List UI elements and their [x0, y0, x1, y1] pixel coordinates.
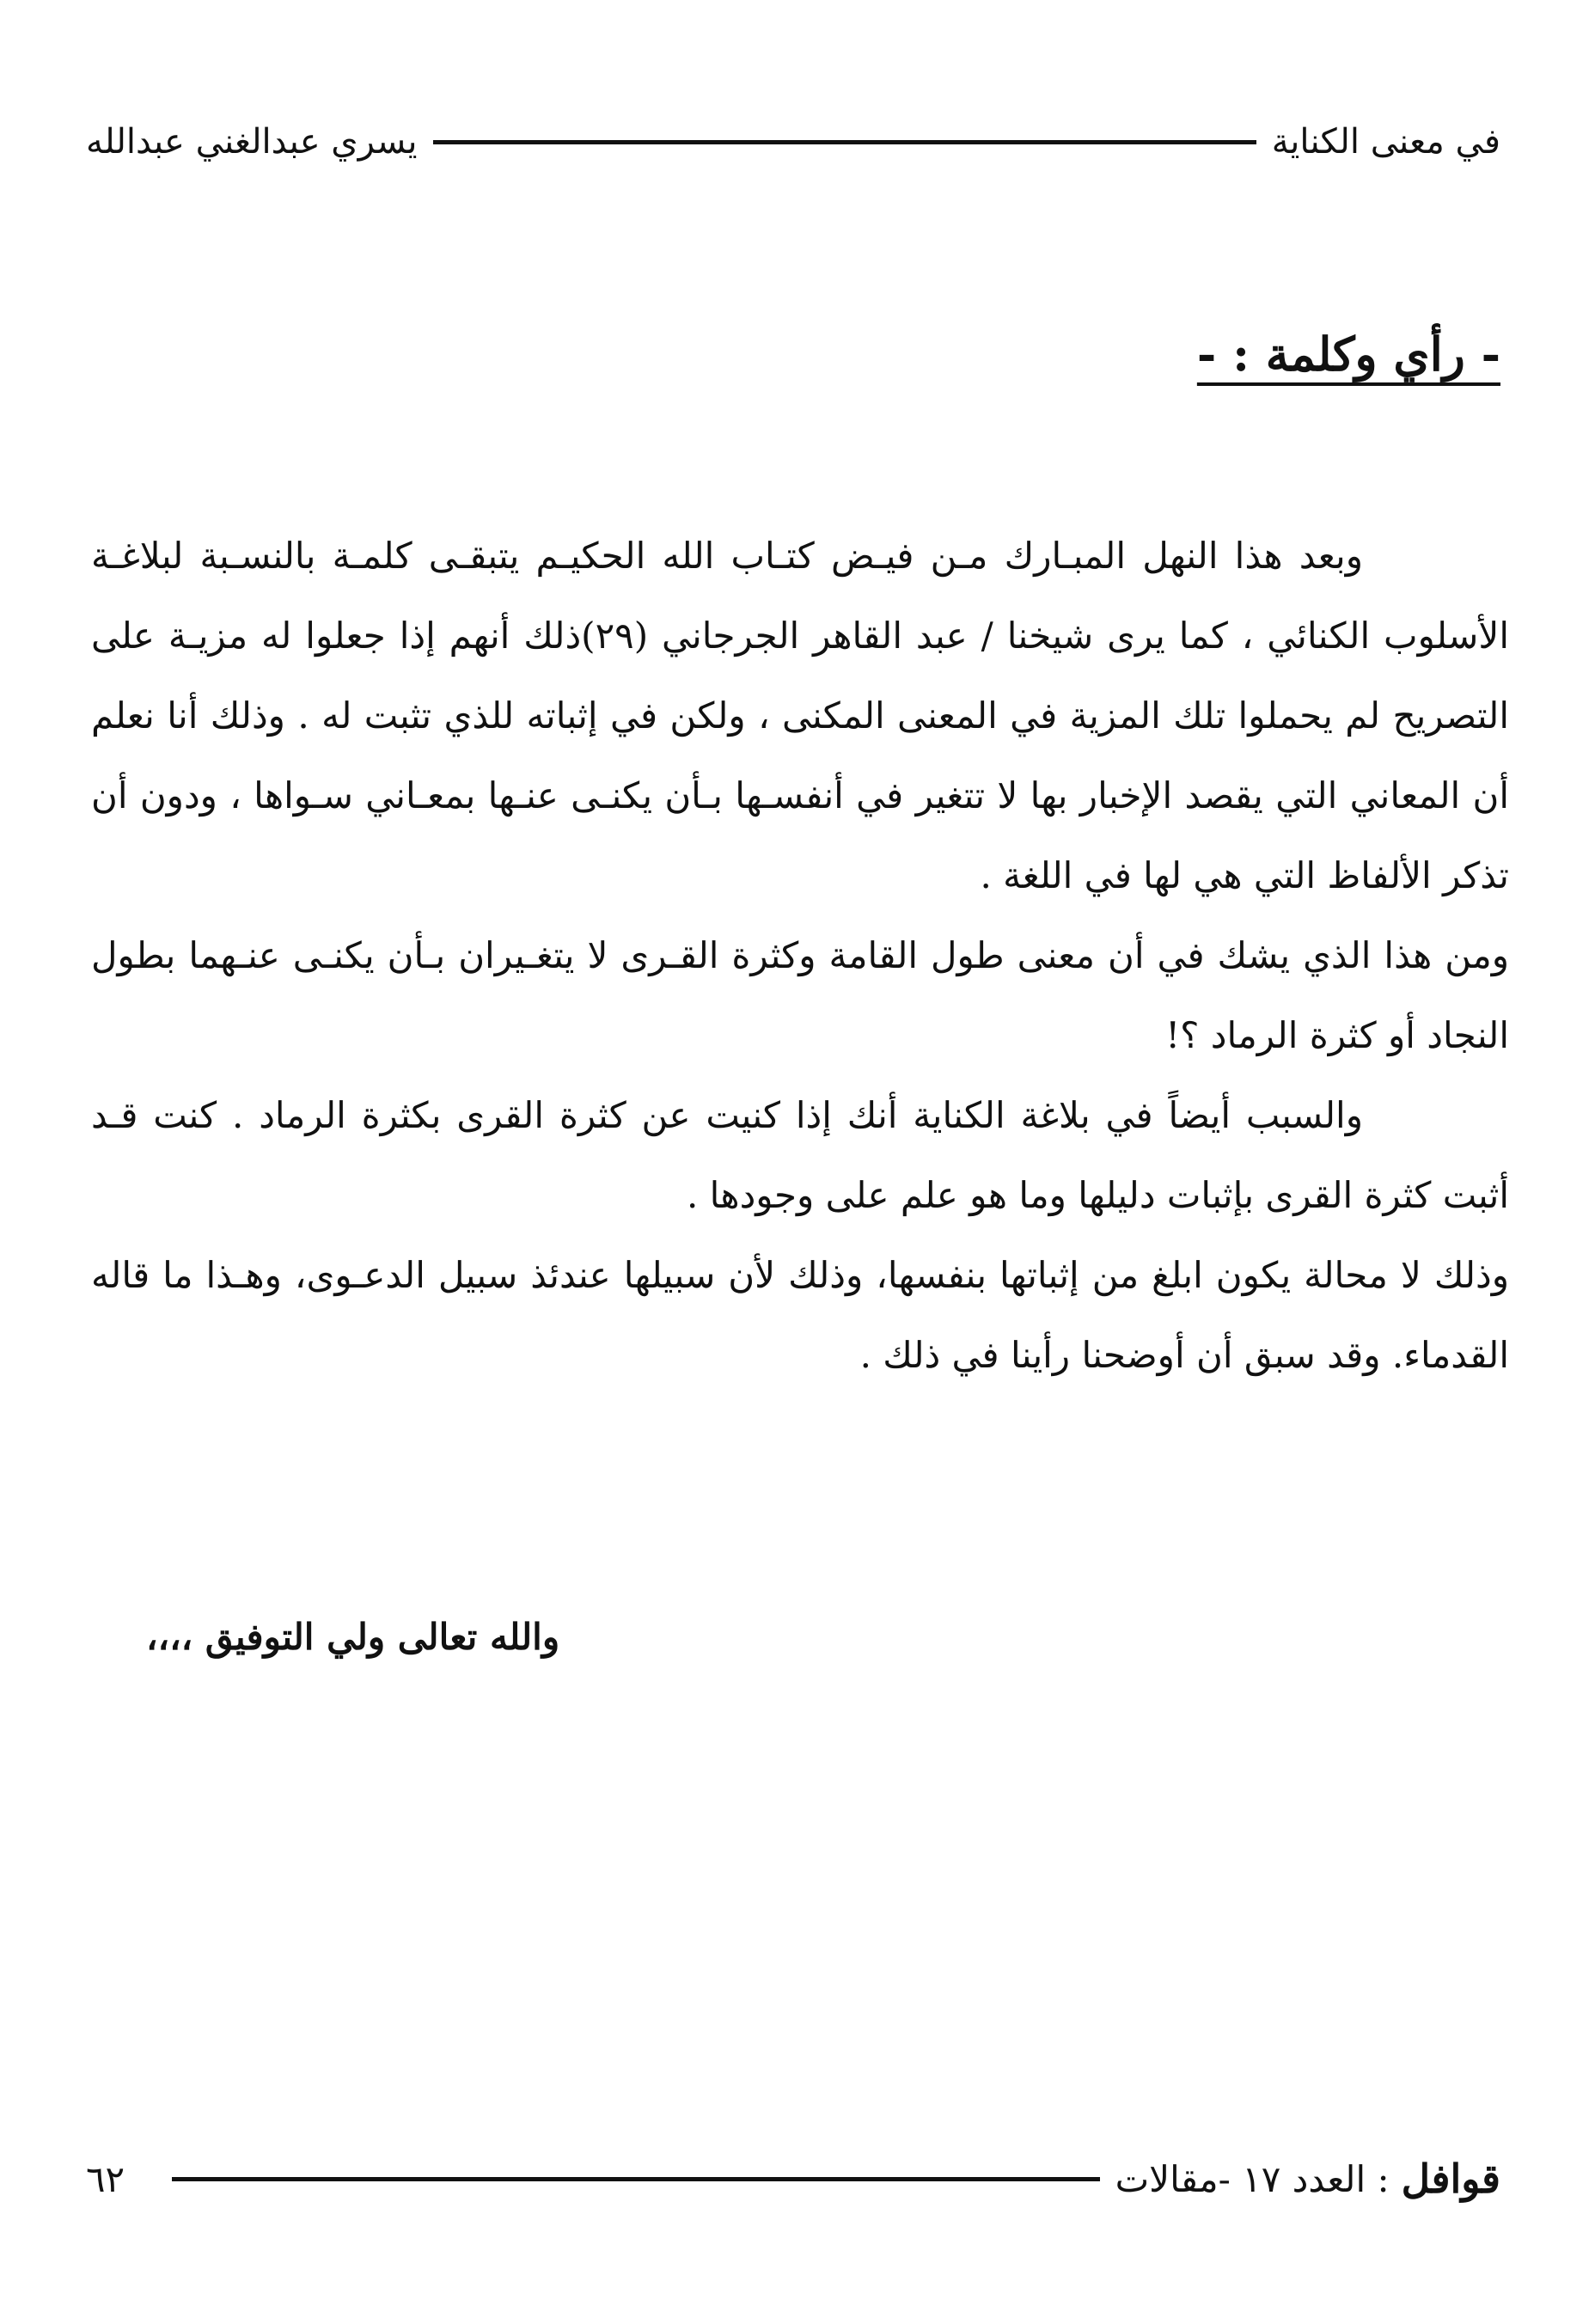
- section-heading: - رأي وكلمة : -: [1196, 327, 1500, 382]
- page-number: ٦٢: [86, 2157, 125, 2200]
- header-author: يسري عبدالغني عبدالله: [86, 122, 418, 162]
- footer-issue: : العدد ١٧ -مقالات: [1115, 2157, 1390, 2200]
- paragraph-3: والسبب أيضاً في بلاغة الكناية أنك إذا كنيت عن كثرة القرى بكثرة الرماد . كنت قـد أثبت كثرة القرى بإثبات دليلها وما هو علم على وجودها .: [91, 1094, 1509, 1216]
- header-rule: [433, 140, 1256, 144]
- footer-journal: قوافل: [1401, 2156, 1500, 2202]
- closing-line: والله تعالى ولي التوفيق ،،،،: [146, 1616, 560, 1658]
- body-text: [91, 516, 1509, 1395]
- running-footer: [86, 2149, 1500, 2209]
- paragraph-2: ومن هذا الذي يشك في أن معنى طول القامة وكثرة القـرى لا يتغـيران بـأن يكنـى عنـهما بطول النجاد أو كثرة الرماد ؟!: [91, 934, 1509, 1056]
- paragraph-1: وبعد هذا النهل المبـارك مـن فيـض كتـاب الله الحكيـم يتبقـى كلمـة بالنسـبة لبلاغـة الأسلوب الكنائي ، كما يرى شيخنا / عبد القاهر الجرجاني (٢٩)ذلك أنهم إذا جعلوا له مزيـة على التصريح لم يحملوا تلك المزية في المعنى المكنى ، ولكن في إثباته للذي تثبت له . وذلك أنا نعلم أن المعاني التي يقصد الإخبار بها لا تتغير في أنفسـها بـأن يكنـى عنـها بمعـاني سـواها ، ودون أن تذكر الألفاظ التي هي لها في اللغة .: [91, 535, 1509, 896]
- running-header: [86, 112, 1500, 172]
- header-title: في معنى الكناية: [1271, 122, 1500, 162]
- paragraph-4: وذلك لا محالة يكون ابلغ من إثباتها بنفسها، وذلك لأن سبيلها عندئذ سبيل الدعـوى، وهـذا ما قاله القدماء. وقد سبق أن أوضحنا رأينا في ذلك .: [91, 1254, 1509, 1376]
- footer-rule: [172, 2177, 1100, 2181]
